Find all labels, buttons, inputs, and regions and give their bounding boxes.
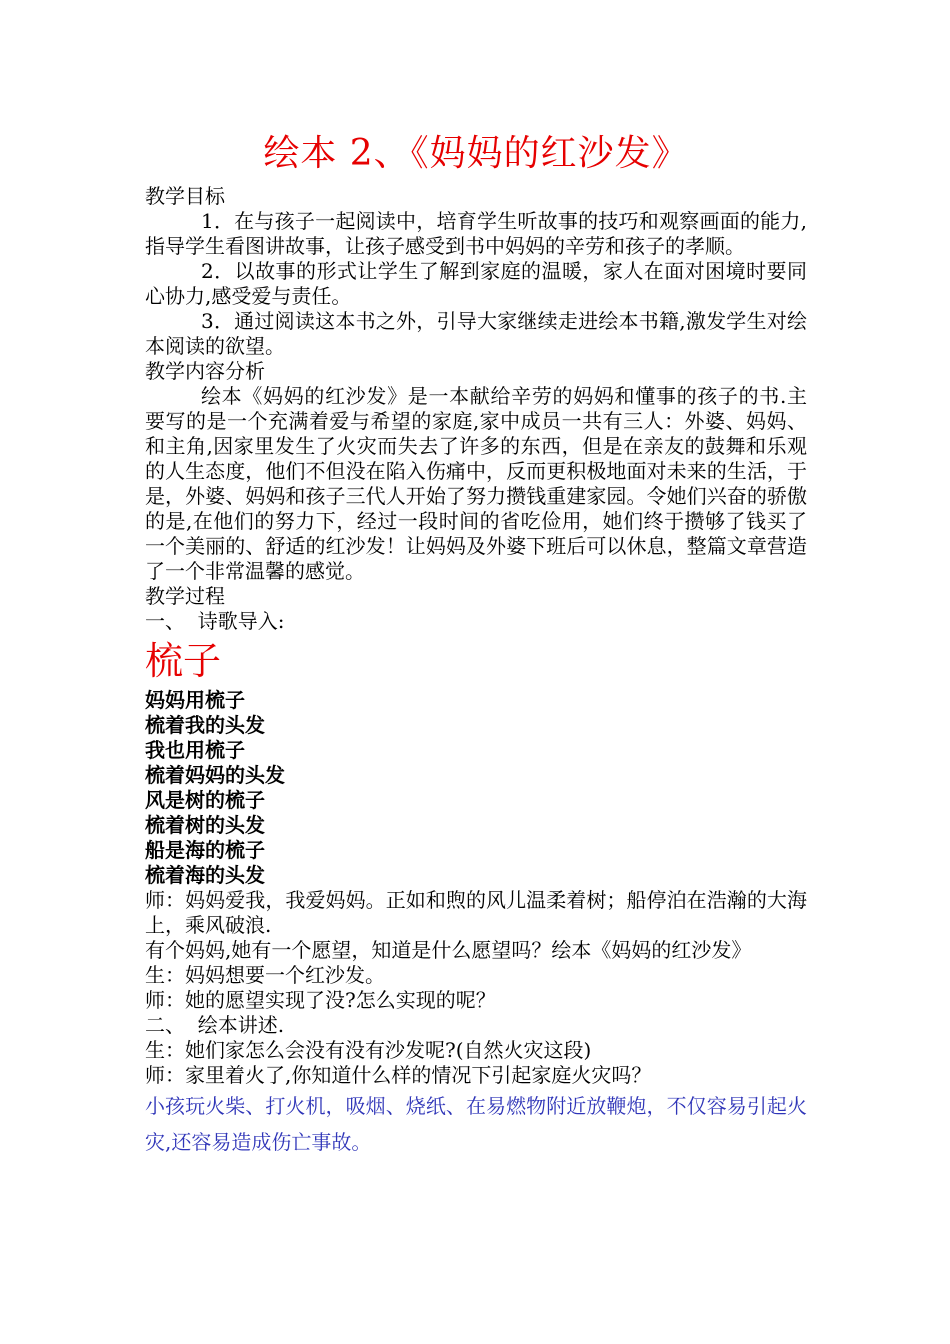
- poem-line: 梳着妈妈的头发: [145, 763, 285, 787]
- poem-line: 我也用梳子: [145, 738, 245, 762]
- goal-item: 3．通过阅读这本书之外，引导大家继续走进绘本书籍,激发学生对绘本阅读的欲望。: [145, 309, 807, 358]
- analysis-paragraph: 绘本《妈妈的红沙发》是一本献给辛劳的妈妈和懂事的孩子的书.主要写的是一个充满着爱与希望的家庭,家中成员一共有三人：外婆、妈妈、和主角,因家里发生了火灾而失去了许多的东西，但是在亲友的鼓舞和乐观的人生态度，他们不但没在陷入伤痛中，反而更积极地面对未来的生活，于是，外婆、妈妈和孩子三代人开始了努力攒钱重建家园。令她们兴奋的骄傲的是,在他们的努力下，经过一段时间的省吃俭用，她们终于攒够了钱买了一个美丽的、舒适的红沙发！让妈妈及外婆下班后可以休息，整篇文章营造了一个非常温馨的感觉。: [145, 384, 807, 583]
- poem-line: 梳着我的头发: [145, 713, 265, 737]
- section-heading-analysis: 教学内容分析: [145, 359, 265, 383]
- poem-line: 梳着树的头发: [145, 813, 265, 837]
- document-title: 绘本 2、《妈妈的红沙发》: [263, 133, 689, 174]
- poem-line: 风是树的梳子: [145, 788, 265, 812]
- document-page: [145, 120, 807, 1160]
- dialog-line: 生：妈妈想要一个红沙发。: [145, 963, 385, 987]
- dialog-line: 师：家里着火了,你知道什么样的情况下引起家庭火灾吗？: [145, 1063, 652, 1087]
- answer-paragraph: 小孩玩火柴、打火机，吸烟、烧纸、在易燃物附近放鞭炮，不仅容易引起火灾,还容易造成伤亡事故。: [145, 1094, 807, 1154]
- dialog-line: 有个妈妈,她有一个愿望，知道是什么愿望吗？绘本《妈妈的红沙发》: [145, 938, 752, 962]
- dialog-line: 生：她们家怎么会没有没有沙发呢?(自然火灾这段): [145, 1038, 592, 1062]
- goal-item: 1．在与孩子一起阅读中，培育学生听故事的技巧和观察画面的能力,指导学生看图讲故事，让孩子感受到书中妈妈的辛劳和孩子的孝顺。: [145, 209, 807, 258]
- step-heading: 一、 诗歌导入:: [145, 609, 285, 633]
- section-heading-goals: 教学目标: [145, 184, 225, 208]
- step-heading: 二、 绘本讲述.: [145, 1013, 285, 1037]
- dialog-line: 师：她的愿望实现了没?怎么实现的呢？: [145, 988, 496, 1012]
- poem-title: 梳子: [145, 639, 222, 683]
- dialog-line: 师：妈妈爱我，我爱妈妈。正如和煦的风儿温柔着树；船停泊在浩瀚的大海上，乘风破浪.: [145, 888, 807, 937]
- poem-line: 妈妈用梳子: [145, 688, 245, 712]
- poem-line: 船是海的梳子: [145, 838, 265, 862]
- goal-item: 2．以故事的形式让学生了解到家庭的温暖，家人在面对困境时要同心协力,感受爱与责任。: [145, 259, 807, 308]
- section-heading-process: 教学过程: [145, 584, 225, 608]
- poem-line: 梳着海的头发: [145, 863, 265, 887]
